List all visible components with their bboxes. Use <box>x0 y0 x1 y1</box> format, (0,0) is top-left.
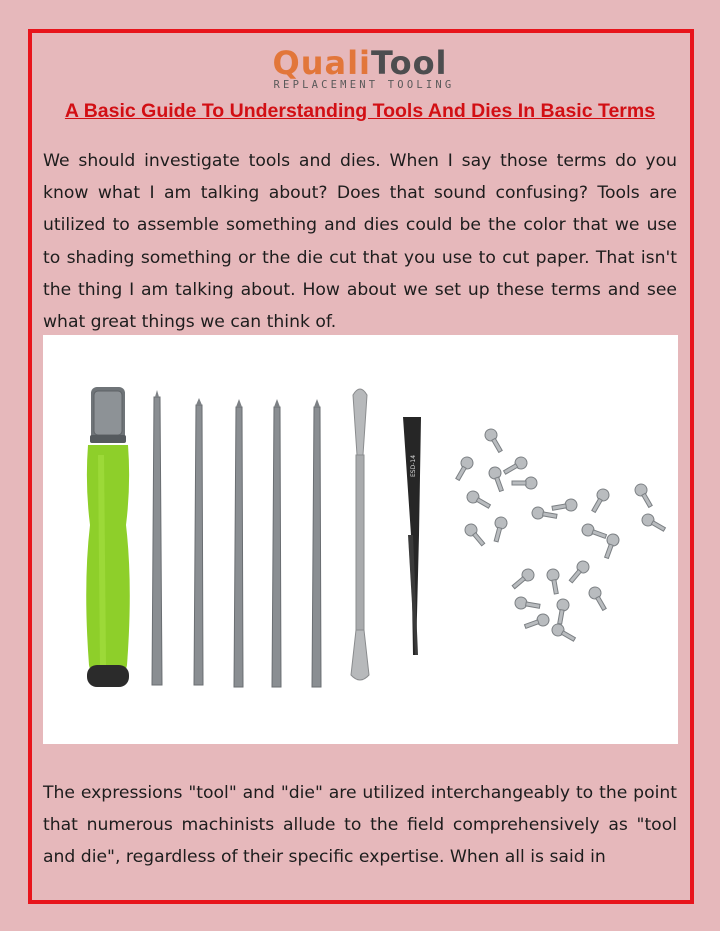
tools-photo <box>43 335 678 744</box>
screwdriver-bit-3 <box>234 399 243 687</box>
logo-tagline: REPLACEMENT TOOLING <box>273 79 455 91</box>
logo-quali-text: Quali <box>272 44 371 82</box>
tweezers-label: ESD-14 <box>410 454 417 477</box>
screwdriver-bit-2 <box>194 398 203 685</box>
screwdriver-bit-5 <box>312 399 321 687</box>
screws-pile <box>452 427 667 645</box>
screwdriver-handle <box>86 387 130 687</box>
qualitool-logo <box>0 46 720 91</box>
logo-wordmark <box>272 46 447 80</box>
intro-paragraph: We should investigate tools and dies. When I say those terms do you know what I am talking about? Does that sound confusing? Tools are utilized to assemble something and dies could be the color that we use to shading something or the die cut that you use to cut paper. That isn't the thing I am talking about. How about we set up these terms and see what great things we can think of. <box>43 151 677 333</box>
logo-tool-text: Tool <box>371 44 448 82</box>
tools-illustration <box>43 335 678 744</box>
article-title: A Basic Guide To Understanding Tools And Dies In Basic Terms <box>64 100 656 122</box>
second-paragraph: The expressions "tool" and "die" are utilized interchangeably to the point that numerous machinists allude to the field comprehensively as "tool and die", regardless of their specific expertise. When all is said in <box>43 783 677 868</box>
tweezers <box>403 417 421 655</box>
spudger-tool <box>351 389 369 680</box>
screwdriver-bit-4 <box>272 399 281 687</box>
screwdriver-bit-1 <box>152 390 162 685</box>
